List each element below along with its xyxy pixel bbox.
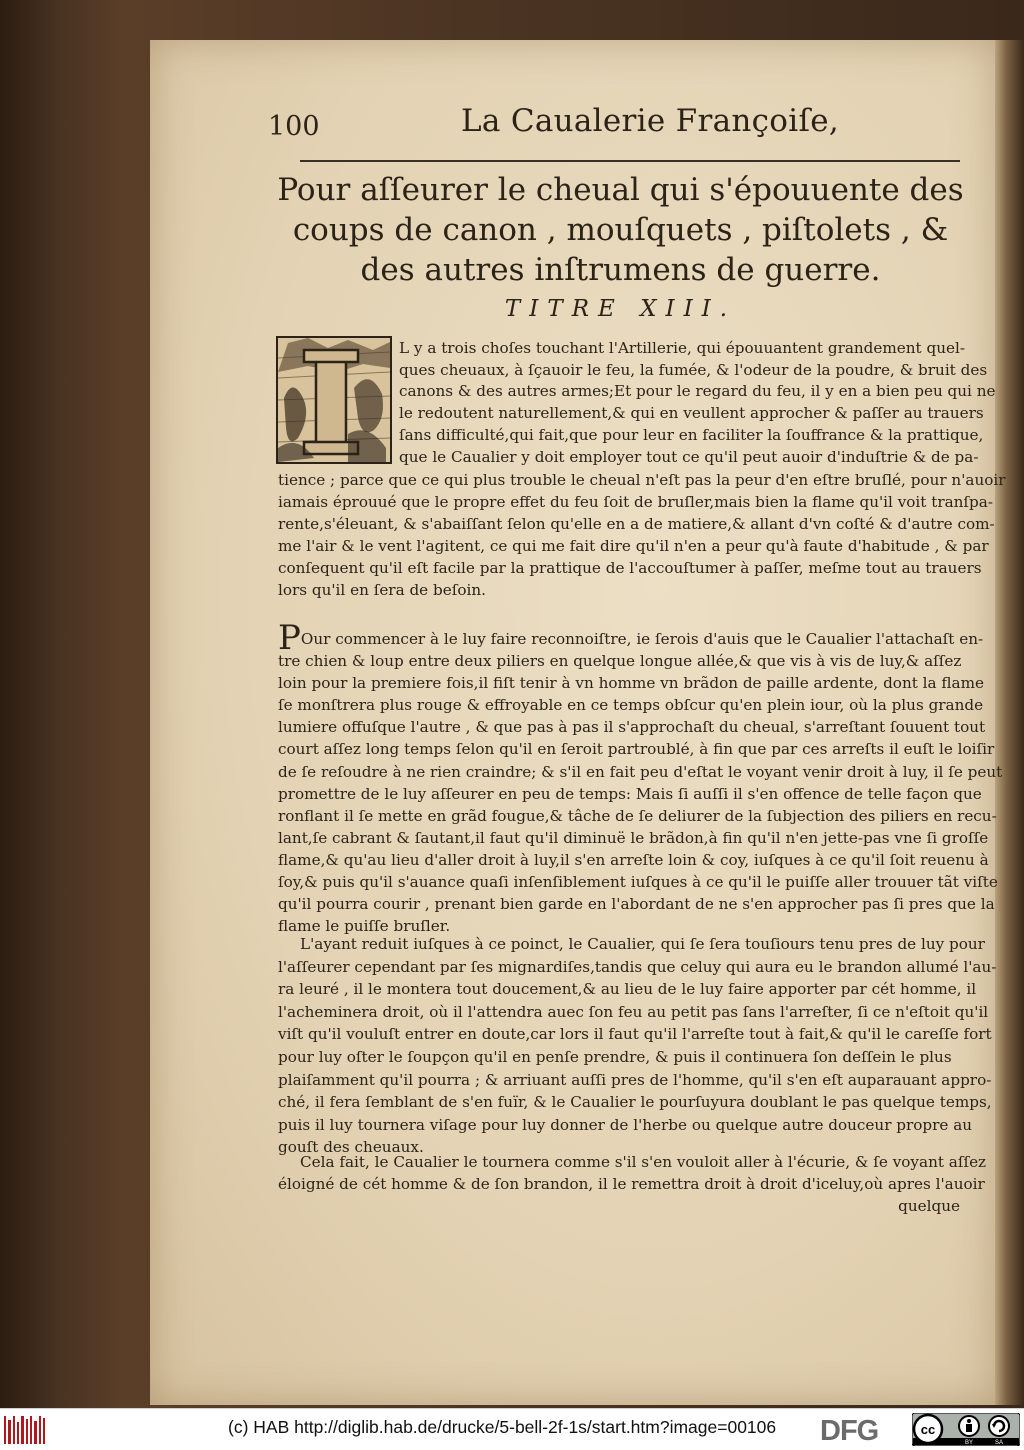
- text-line: éloigné de cét homme & de ſon brandon, il le remettra droit à droit d'iceluy,où apres l'auoir: [278, 1175, 985, 1193]
- text-line: me l'air & le vent l'agitent, ce qui me fait dire qu'il n'en a peur qu'à faute d'habitude , & par: [278, 537, 989, 555]
- text-line: ſe monſtrera plus rouge & effroyable en ce temps obſcur qu'en plein iour, où la plus grande: [278, 696, 984, 715]
- license-label: SA: [994, 1440, 1004, 1446]
- text-line: Cela fait, le Caualier le tournera comme s'il s'en vouloit aller à l'écurie, & ſe voyant aſſez: [300, 1153, 987, 1171]
- text-line: le redoutent naturellement,& qui en veullent approcher & paſſer au trauers: [399, 404, 984, 423]
- text-line: ché, il fera ſemblant de s'en fuïr, & le Caualier le pourſuyura doublant le pas quelque temps,: [278, 1093, 992, 1112]
- text-line: lors qu'il en ſera de beſoin.: [278, 581, 486, 599]
- text-line: plaiſamment qu'il pourra ; & arriuant auſſi pres de l'homme, qu'il s'en eſt auparauant appro-: [278, 1070, 992, 1089]
- text-line: court aſſez long temps ſelon qu'il en ſeroit partroublé, à fin que par ces arreſts il euſt le loiſir: [278, 740, 995, 759]
- cc-license-badge[interactable]: [912, 1413, 1020, 1446]
- drop-cap: P: [278, 618, 301, 658]
- text-line: ronflant il ſe mette en grãd fougue,& tâche de ſe deliurer de la ſubjection des piliers en recu-: [278, 806, 997, 825]
- text-line: ſoy,& puis qu'il s'auance quaſi inſenſiblement iuſques à ce qu'il le puiſſe aller trouuer tãt viſte: [278, 873, 998, 892]
- text-line: pour luy oſter le ſoupçon qu'il en penſe prendre, & puis il continuera ſon deſſein le plus: [278, 1047, 952, 1066]
- text-line: canons & des autres armes;Et pour le regard du feu, il y en a bien peu qui ne: [399, 382, 996, 401]
- paragraph-4: [278, 1151, 986, 1195]
- text-line: loin pour la premiere fois,il fiſt tenir à vn homme vn brãdon de paille ardente, dont la flame: [278, 674, 984, 693]
- text-line-content: Our commencer à le luy faire reconnoiſtre, ie ſerois d'auis que le Caualier l'attachaſt en-: [300, 630, 984, 648]
- cc-icon: [914, 1415, 942, 1443]
- hab-barcode-icon: [4, 1416, 46, 1444]
- header-rule: [300, 160, 960, 162]
- text-line: puis il luy tournera viſage pour luy donner de l'herbe ou quelque autre douceur propre au: [278, 1115, 973, 1134]
- catchword: quelque: [898, 1197, 960, 1215]
- text-line: gouſt des cheuaux.: [278, 1138, 424, 1157]
- text-line: l'aſſeurer cependant par ſes mignardiſes,tandis que celuy qui aura eu le brandon allumé l'au-: [278, 957, 997, 976]
- page-number: 100: [268, 111, 320, 142]
- text-line: L'ayant reduit iuſques à ce poinct, le Caualier, qui ſe ſera touſiours tenu pres de luy pour: [300, 935, 985, 953]
- text-line: flame le puiſſe bruſler.: [278, 917, 451, 936]
- by-icon: [959, 1416, 979, 1436]
- text-line: ſans difficulté,qui fait,que pour leur en faciliter la ſouffrance & la prattique,: [399, 425, 984, 444]
- text-line: ra leuré , il le montera tout doucement,& au lieu de le luy faire apporter par cét homme, il: [278, 980, 977, 999]
- text-line: L y a trois choſes touchant l'Artillerie, qui épouuantent grandement quel-: [399, 339, 965, 357]
- svg-text:cc: cc: [920, 1422, 936, 1437]
- text-line: ques cheuaux, à ſçauoir le feu, la fumée, & l'odeur de la poudre, & bruit des: [399, 360, 988, 379]
- chapter-label: TITRE XIII.: [504, 296, 737, 322]
- paragraph-3: [278, 933, 996, 1159]
- text-line: flame,& qu'au lieu d'aller droit à luy,il s'en arreſte loin & coy, iuſques à ce qu'il ſoit reuenu à: [278, 850, 989, 869]
- running-title: La Caualerie Françoiſe,: [461, 103, 840, 139]
- text-line: [278, 618, 1002, 658]
- text-line: de ſe reſoudre à ne rien craindre; & s'il en fait peu d'eſtat le voyant venir droit à luy, il ſe peut: [278, 762, 1003, 781]
- footer-bar: [0, 1408, 1024, 1450]
- text-line: promettre de le luy aſſeurer en peu de temps: Mais ſi auſſi il s'en offence de telle façon que: [278, 784, 982, 803]
- paragraph-2: [278, 618, 1003, 937]
- paragraph-1-continued: [278, 469, 1006, 601]
- woodcut-initial-i: [276, 336, 392, 464]
- text-line: que le Caualier y doit employer tout ce qu'il peut auoir d'induſtrie & de pa-: [399, 447, 979, 466]
- text-line: rente,s'éleuant, & s'abaiſſant ſelon qu'elle en a de matiere,& allant d'vn coſté & d'autre com-: [278, 515, 995, 533]
- text-line: viſt qu'il vouluſt entrer en doute,car lors il faut qu'il l'arreſte tout à fait,& qu'il le careſſe fort: [278, 1025, 992, 1044]
- copyright-url[interactable]: (c) HAB http://diglib.hab.de/drucke/5-bell-2f-1s/start.htm?image=00106: [228, 1417, 777, 1437]
- text-line: iamais éprouué que le propre effet du feu ſoit de bruſler,mais bien la flame qu'il voit tranſpa-: [278, 493, 993, 511]
- woodcut-illustration: [278, 338, 390, 462]
- chapter-title: Pour aſſeurer le cheual qui s'épouuente des coups de canon , mouſquets , piſtolets , & des autres inſtrumens de guerre.: [277, 172, 964, 288]
- text-line: qu'il pourra courir , prenant bien garde en l'abordant de ne s'en approcher pas ſi pres que la: [278, 895, 995, 914]
- text-line: lant,ſe cabrant & ſautant,il faut qu'il diminuë le brãdon,à fin qu'il n'en jette-pas vne ſi groſſe: [278, 828, 989, 847]
- sa-icon: [989, 1416, 1009, 1436]
- text-line: lumiere offuſque l'autre , & que pas à pas il s'approchaſt du cheual, s'arreſtant ſouuent tout: [278, 718, 986, 737]
- text-line: tience ; parce que ce qui plus trouble le cheual n'eſt pas la peur d'en eſtre bruſlé, pour n'auoir: [278, 471, 1006, 489]
- paragraph-1-beside-initial: [399, 338, 996, 468]
- license-label: BY: [964, 1440, 974, 1446]
- text-line: conſequent qu'il eſt facile par la prattique de l'accouſtumer à paſſer, meſme tout au trauers: [278, 559, 982, 577]
- dfg-logo: DFG: [820, 1415, 879, 1447]
- text-line: l'acheminera droit, où il l'attendra auec ſon feu au petit pas ſans l'arreſter, ſi ce n'eſtoit qu'il: [278, 1002, 989, 1021]
- text-line: tre chien & loup entre deux piliers en quelque longue allée,& que vis à vis de luy,& aſſez: [278, 652, 962, 671]
- running-head: [268, 103, 940, 143]
